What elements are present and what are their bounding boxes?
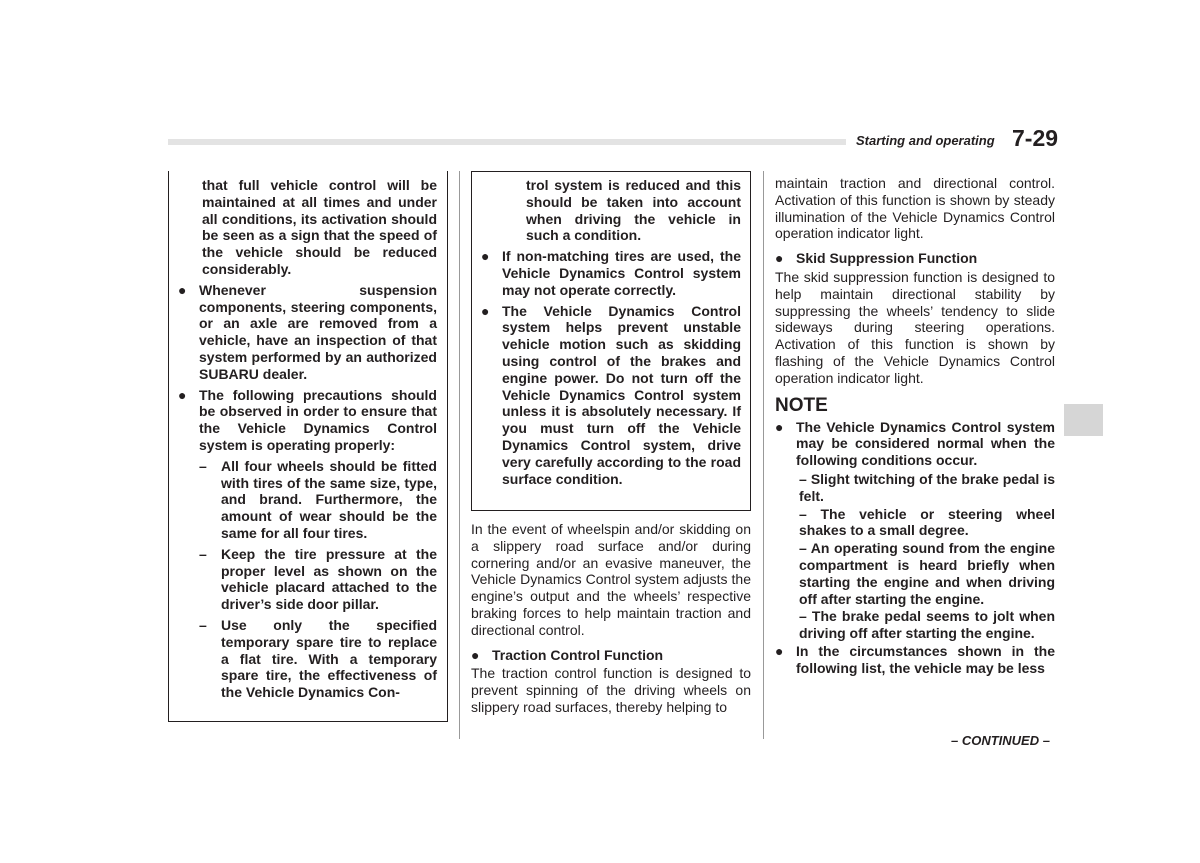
- dash-icon: –: [199, 457, 207, 474]
- precaution-item: – All four wheels should be fitted with tires of the same size, type, and brand. Furthermore, the amount of wear should be the same for all four tires.: [199, 457, 437, 541]
- note-condition: – The brake pedal seems to jolt when driving off after starting the engine.: [799, 608, 1056, 642]
- note-bullet: ● The Vehicle Dynamics Control system may be considered normal when the following conditions occur.: [775, 418, 1055, 469]
- bullet-icon: ●: [775, 642, 784, 659]
- dash-icon: –: [799, 505, 807, 522]
- chapter-thumb-tab: [1064, 404, 1103, 436]
- column-3: [775, 175, 1055, 677]
- bullet-icon: ●: [481, 248, 490, 265]
- dash-icon: –: [799, 540, 807, 557]
- note-condition: – Slight twitching of the brake pedal is felt.: [799, 470, 1056, 504]
- warning-bullet: ● The Vehicle Dynamics Control system helps prevent unstable vehicle motion such as skidding using control of the brakes and engine power. Do not turn off the Vehicle Dynamics Control system unless it is absolutely necessary. If you must turn off the Vehicle Dynamics Control system, drive very carefully according to the road surface condition.: [481, 302, 741, 487]
- warning-continuation: that full vehicle control will be maintained at all times and under all conditions, its activation should be seen as a sign that the speed of the vehicle should be reduced considerably.: [202, 177, 437, 277]
- column-2-body: [471, 521, 751, 716]
- column-1: [178, 177, 437, 705]
- warning-bullet: ● If non-matching tires are used, the Vehicle Dynamics Control system may not operate correctly.: [481, 248, 741, 298]
- traction-continuation: maintain traction and directional control. Activation of this function is shown by steady illumination of the Vehicle Dynamics Control operation indicator light.: [775, 175, 1055, 242]
- skid-suppression-text: The skid suppression function is designed to help maintain directional stability by suppressing the wheels’ tendency to slide sideways during steering operations. Activation of this function is shown by flashing of the Vehicle Dynamics Control operation indicator light.: [775, 268, 1055, 386]
- dash-icon: –: [799, 470, 807, 487]
- bullet-icon: ●: [178, 386, 187, 403]
- column-2-warning: [481, 177, 741, 491]
- dash-icon: –: [799, 608, 807, 625]
- note-heading: NOTE: [775, 394, 828, 416]
- skid-suppression-heading: ● Skid Suppression Function: [775, 250, 978, 267]
- section-title: Starting and operating: [856, 133, 995, 148]
- column-divider-1: [459, 171, 460, 739]
- note-condition: – The vehicle or steering wheel shakes to a small degree.: [799, 505, 1056, 539]
- header-rule: [168, 139, 846, 145]
- warning-bullet: ● Whenever suspension components, steering components, or an axle are removed from a vehicle, have an inspection of that system performed by an authorized SUBARU dealer.: [178, 281, 437, 382]
- warning-continuation: trol system is reduced and this should be taken into account when driving the vehicle in such a condition.: [526, 177, 741, 244]
- bullet-icon: ●: [481, 302, 490, 319]
- traction-control-text: The traction control function is designed to prevent spinning of the driving wheels on slippery road surfaces, thereby helping to: [471, 665, 751, 715]
- bullet-icon: ●: [775, 418, 784, 435]
- warning-bullet: ● The following precautions should be observed in order to ensure that the Vehicle Dynamics Control system is operating properly:: [178, 386, 437, 453]
- dash-icon: –: [199, 616, 207, 633]
- note-bullet: ● In the circumstances shown in the following list, the vehicle may be less: [775, 642, 1055, 676]
- column-divider-2: [763, 171, 764, 739]
- traction-control-heading: ● Traction Control Function: [471, 646, 664, 663]
- continued-label: – CONTINUED –: [951, 733, 1050, 748]
- precaution-item: – Keep the tire pressure at the proper level as shown on the vehicle placard attached to the driver’s side door pillar.: [199, 545, 437, 613]
- note-condition: – An operating sound from the engine compartment is heard briefly when starting the engine and when driving off after starting the engine.: [799, 540, 1055, 607]
- precaution-item: – Use only the specified temporary spare tire to replace a flat tire. With a temporary spare tire, the effectiveness of the Vehicle Dynamics Con-: [199, 616, 437, 701]
- page-number: 7-29: [1012, 125, 1059, 151]
- dash-icon: –: [199, 545, 207, 562]
- bullet-icon: ●: [775, 250, 784, 267]
- vdc-description: In the event of wheelspin and/or skidding on a slippery road surface and/or during cornering and/or an evasive maneuver, the Vehicle Dynamics Control system adjusts the engine’s output and the wheels’ respective braking forces to help maintain traction and directional control.: [471, 521, 751, 638]
- bullet-icon: ●: [471, 646, 480, 663]
- bullet-icon: ●: [178, 281, 187, 298]
